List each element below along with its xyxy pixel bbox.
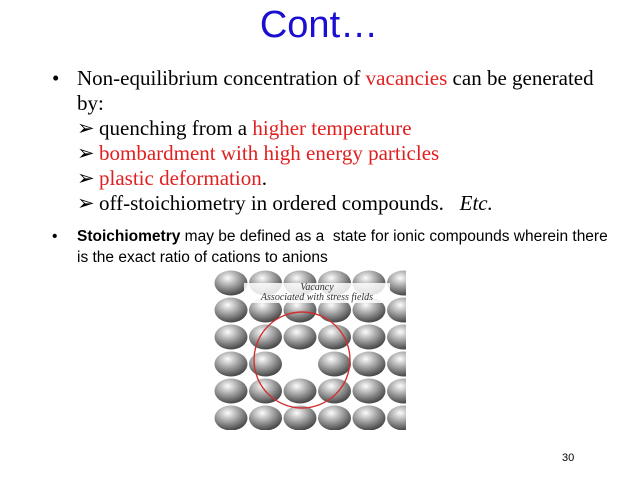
lattice-atom (387, 379, 406, 404)
lattice-atom (318, 379, 351, 404)
bullet-text: Non-equilibrium concentration of vacancies can be generated by: (77, 66, 594, 115)
lattice-atom (353, 379, 386, 404)
lattice-atom (353, 406, 386, 431)
lattice-atom (353, 325, 386, 350)
lattice-atom (387, 352, 406, 377)
sub-item-off-stoichiometry: ➢ off-stoichiometry in ordered compounds. Etc. (77, 191, 493, 215)
lattice-atom (284, 379, 317, 404)
sub-item-plastic-deformation: ➢ plastic deformation. (77, 166, 267, 190)
lattice-atom (215, 325, 248, 350)
lattice-atom (387, 406, 406, 431)
arrow-bullet-icon: ➢ (77, 166, 95, 190)
lattice-atom (215, 298, 248, 323)
bullet-vacancies (52, 66, 612, 116)
lattice-atom (215, 406, 248, 431)
slide-title: Cont… (259, 4, 379, 46)
lattice-atom (215, 352, 248, 377)
stoichiometry-definition: Stoichiometry may be defined as a state for ionic compounds wherein there is the exact ratio of cations to anions (77, 228, 613, 266)
lattice-atom (284, 325, 317, 350)
vacancies-highlight: vacancies (365, 66, 448, 90)
lattice-atom (215, 271, 248, 296)
lattice-atom (284, 406, 317, 431)
bullet-stoichiometry (52, 226, 622, 268)
lattice-atom (318, 325, 351, 350)
arrow-bullet-icon: ➢ (77, 191, 95, 215)
bullet-marker: • (52, 228, 58, 245)
vacancy-label: Vacancy Associated with stress fields (244, 283, 390, 303)
lattice-atom (353, 352, 386, 377)
sub-item-bombardment: ➢ bombardment with high energy particles (77, 141, 440, 165)
lattice-atom (318, 406, 351, 431)
arrow-bullet-icon: ➢ (77, 141, 95, 165)
lattice-atom (318, 352, 351, 377)
page-number: 30 (562, 452, 575, 464)
lattice-atom (387, 325, 406, 350)
arrow-bullet-icon: ➢ (77, 116, 95, 140)
lattice-atom (249, 406, 282, 431)
bullet-marker: • (52, 66, 60, 90)
lattice-atom (215, 379, 248, 404)
sub-item-quenching: ➢ quenching from a higher temperature (77, 116, 412, 140)
